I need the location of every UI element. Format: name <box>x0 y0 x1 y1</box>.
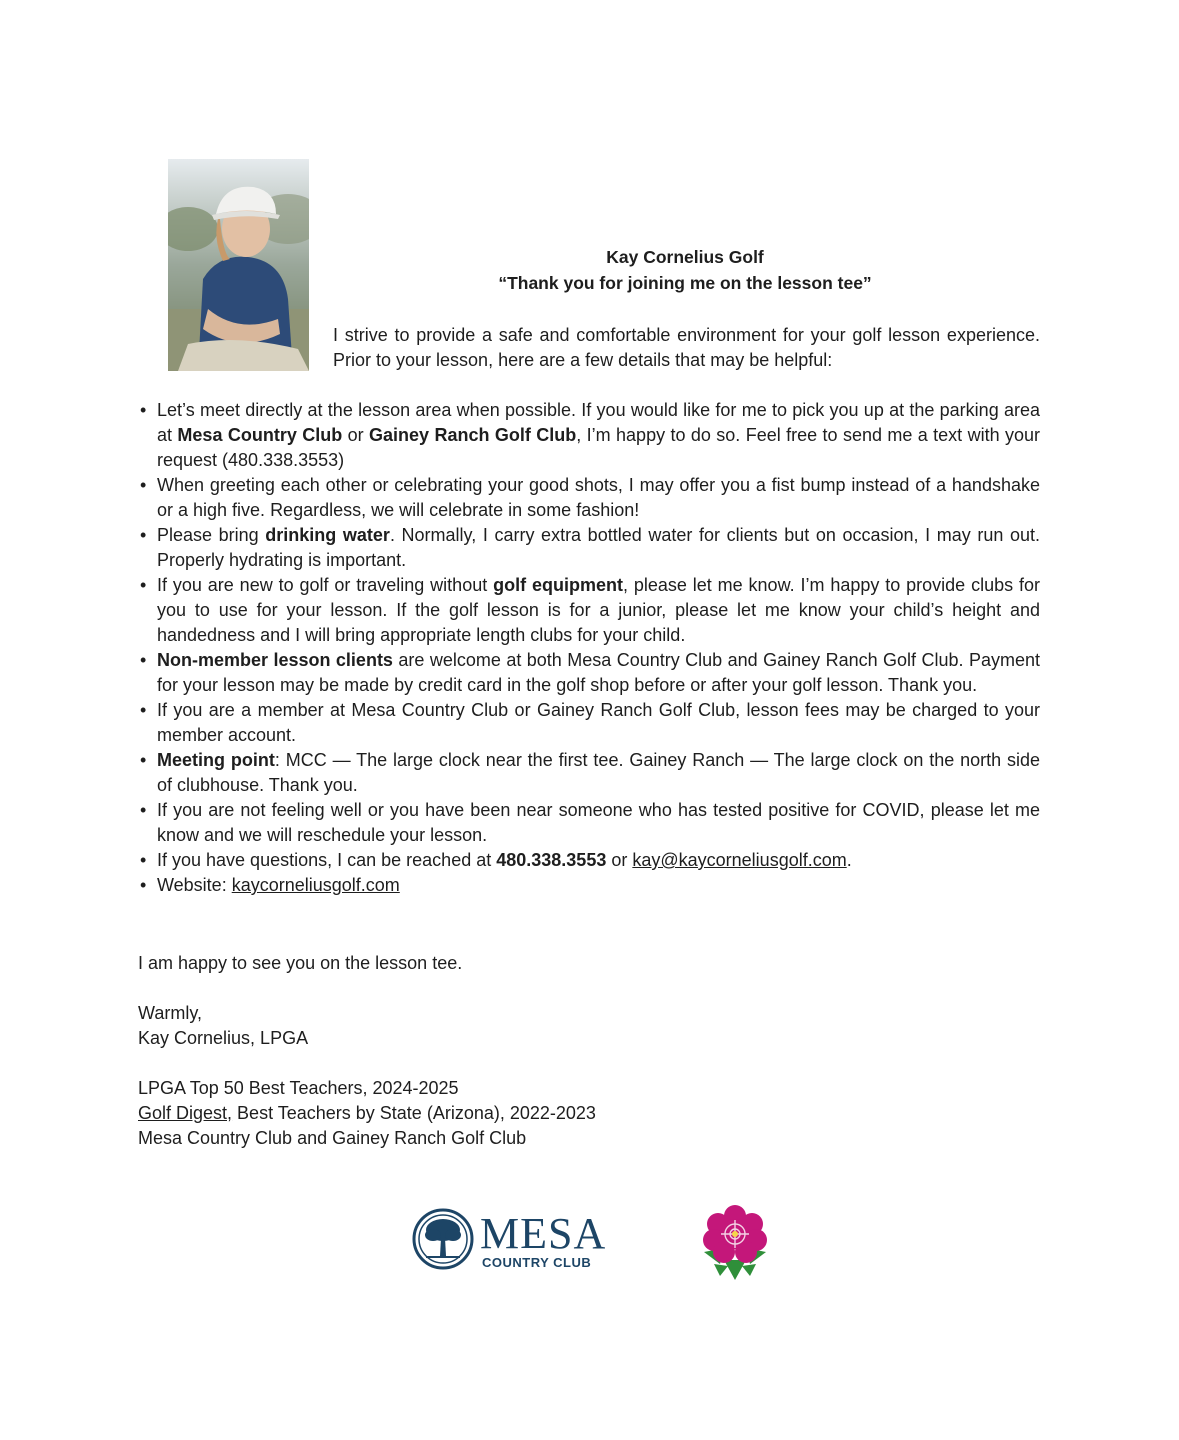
instructor-photo <box>168 159 309 371</box>
list-item: • Let’s meet directly at the lesson area when possible. If you would like for me to pick you up at the parking area at Mesa Country Club or Gainey Ranch Golf Club, I’m happy to do so. Feel free to send me a text with your request (480.338.3553) <box>138 398 1040 473</box>
gainey-ranch-logo <box>694 1202 776 1282</box>
letter-title: Kay Cornelius Golf <box>606 247 764 267</box>
credential-golf-digest: Golf Digest, Best Teachers by State (Arizona), 2022-2023 <box>138 1103 596 1123</box>
intro-paragraph: I strive to provide a safe and comfortable environment for your golf lesson experience. Prior to your lesson, here are a few details that may be helpful: <box>333 325 1040 370</box>
closing-line: I am happy to see you on the lesson tee. <box>138 953 463 973</box>
email-link[interactable]: kay@kaycorneliusgolf.com <box>632 850 847 870</box>
list-item: • If you are new to golf or traveling without golf equipment, please let me know. I’m happy to provide clubs for you to use for your lesson. If the golf lesson is for a junior, please let me know your child’s height and handedness and I will bring appropriate length clubs for your child. <box>138 573 1040 648</box>
phone-number: 480.338.3553 <box>496 850 607 870</box>
credential-clubs: Mesa Country Club and Gainey Ranch Golf Club <box>138 1128 527 1148</box>
list-item: • Non-member lesson clients are welcome at both Mesa Country Club and Gainey Ranch Golf Club. Payment for your lesson may be made by credit card in the golf shop before or after your golf lesson. Thank you. <box>138 648 1040 698</box>
list-item: • If you have questions, I can be reached at 480.338.3553 or kay@kaycorneliusgolf.com. <box>138 848 1040 873</box>
golf-instructor-photo-icon <box>168 159 309 371</box>
list-item: • If you are a member at Mesa Country Club or Gainey Ranch Golf Club, lesson fees may be charged to your member account. <box>138 698 1040 748</box>
list-item: • Meeting point: MCC — The large clock near the first tee. Gainey Ranch — The large clock on the north side of clubhouse. Thank you. <box>138 748 1040 798</box>
signature-name: Kay Cornelius, LPGA <box>138 1028 309 1048</box>
website-link[interactable]: kaycorneliusgolf.com <box>231 875 400 895</box>
mesa-wordmark: MESA <box>480 1209 607 1258</box>
mesa-subtitle: COUNTRY CLUB <box>482 1255 592 1270</box>
mesa-country-club-logo <box>412 1208 627 1272</box>
list-item: • Please bring drinking water. Normally, I carry extra bottled water for clients but on occasion, I may run out. Properly hydrating is important. <box>138 523 1040 573</box>
salutation: Warmly, <box>138 1003 202 1023</box>
cactus-flower-icon <box>694 1202 776 1282</box>
closing-block <box>138 951 1038 1151</box>
list-item: • Website: kaycorneliusgolf.com <box>138 873 1040 898</box>
list-item: • If you are not feeling well or you have been near someone who has tested positive for COVID, please let me know and we will reschedule your lesson. <box>138 798 1040 848</box>
letter-heading <box>330 244 1040 296</box>
golf-digest-link[interactable]: Golf Digest, <box>138 1103 233 1123</box>
credential-lpga: LPGA Top 50 Best Teachers, 2024-2025 <box>138 1078 459 1098</box>
letter-subtitle: “Thank you for joining me on the lesson tee” <box>498 273 872 293</box>
tree-icon <box>414 1210 472 1268</box>
lesson-details-list <box>138 398 1040 898</box>
list-item: • When greeting each other or celebrating your good shots, I may offer you a fist bump instead of a handshake or a high five. Regardless, we will celebrate in some fashion! <box>138 473 1040 523</box>
